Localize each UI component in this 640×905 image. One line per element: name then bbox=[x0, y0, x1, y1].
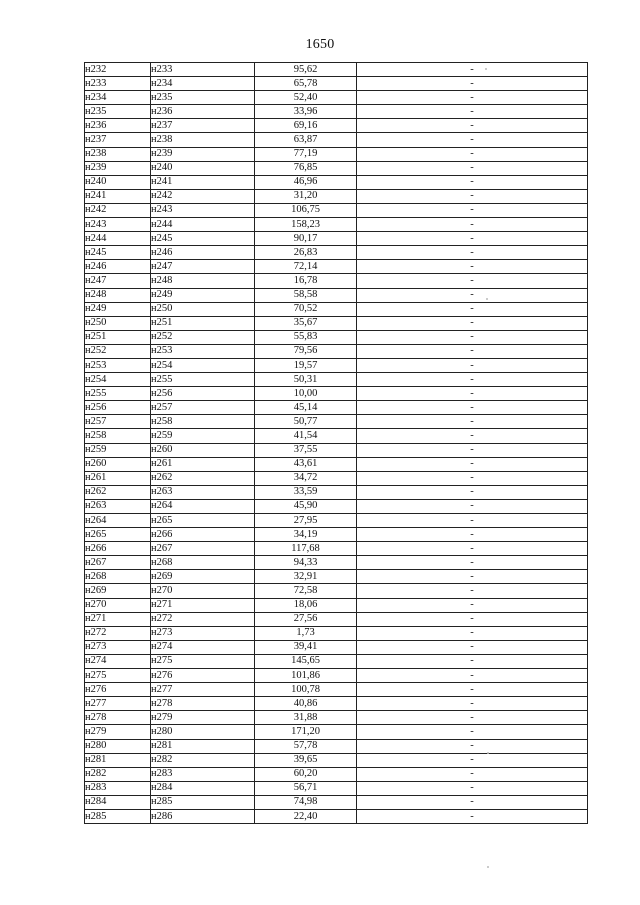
point-to-cell: н256 bbox=[151, 387, 255, 401]
point-to-cell: н233 bbox=[151, 63, 255, 77]
table-row bbox=[85, 711, 588, 725]
point-to-cell: н247 bbox=[151, 260, 255, 274]
point-to-cell: н257 bbox=[151, 401, 255, 415]
point-to-cell: н275 bbox=[151, 654, 255, 668]
point-to-cell: н283 bbox=[151, 767, 255, 781]
length-cell: 37,55 bbox=[255, 443, 357, 457]
length-cell: 72,58 bbox=[255, 584, 357, 598]
point-from-cell: н283 bbox=[85, 781, 151, 795]
note-cell: - bbox=[357, 626, 588, 640]
point-to-cell: н264 bbox=[151, 499, 255, 513]
point-to-cell: н262 bbox=[151, 471, 255, 485]
point-to-cell: н284 bbox=[151, 781, 255, 795]
point-from-cell: н233 bbox=[85, 77, 151, 91]
note-cell: - bbox=[357, 288, 588, 302]
length-cell: 43,61 bbox=[255, 457, 357, 471]
point-from-cell: н266 bbox=[85, 542, 151, 556]
table-row bbox=[85, 288, 588, 302]
point-to-cell: н278 bbox=[151, 697, 255, 711]
point-to-cell: н248 bbox=[151, 274, 255, 288]
length-cell: 145,65 bbox=[255, 654, 357, 668]
point-from-cell: н285 bbox=[85, 809, 151, 823]
length-cell: 77,19 bbox=[255, 147, 357, 161]
point-to-cell: н251 bbox=[151, 316, 255, 330]
point-to-cell: н266 bbox=[151, 528, 255, 542]
point-from-cell: н282 bbox=[85, 767, 151, 781]
length-cell: 34,19 bbox=[255, 528, 357, 542]
table-row bbox=[85, 499, 588, 513]
point-from-cell: н247 bbox=[85, 274, 151, 288]
table-row bbox=[85, 147, 588, 161]
note-cell: - bbox=[357, 809, 588, 823]
point-to-cell: н240 bbox=[151, 161, 255, 175]
note-cell: - bbox=[357, 556, 588, 570]
length-cell: 27,56 bbox=[255, 612, 357, 626]
point-to-cell: н263 bbox=[151, 485, 255, 499]
note-cell: - bbox=[357, 358, 588, 372]
point-to-cell: н260 bbox=[151, 443, 255, 457]
table-row bbox=[85, 274, 588, 288]
length-cell: 39,65 bbox=[255, 753, 357, 767]
boundary-segments-table bbox=[84, 62, 588, 824]
point-to-cell: н238 bbox=[151, 133, 255, 147]
point-from-cell: н269 bbox=[85, 584, 151, 598]
note-cell: - bbox=[357, 485, 588, 499]
point-to-cell: н271 bbox=[151, 598, 255, 612]
length-cell: 56,71 bbox=[255, 781, 357, 795]
length-cell: 33,59 bbox=[255, 485, 357, 499]
length-cell: 33,96 bbox=[255, 105, 357, 119]
point-to-cell: н259 bbox=[151, 429, 255, 443]
table-row bbox=[85, 471, 588, 485]
length-cell: 117,68 bbox=[255, 542, 357, 556]
point-from-cell: н239 bbox=[85, 161, 151, 175]
note-cell: - bbox=[357, 584, 588, 598]
length-cell: 41,54 bbox=[255, 429, 357, 443]
point-from-cell: н252 bbox=[85, 344, 151, 358]
length-cell: 58,58 bbox=[255, 288, 357, 302]
table-row bbox=[85, 753, 588, 767]
point-from-cell: н263 bbox=[85, 499, 151, 513]
point-from-cell: н236 bbox=[85, 119, 151, 133]
point-from-cell: н238 bbox=[85, 147, 151, 161]
point-from-cell: н274 bbox=[85, 654, 151, 668]
table-row bbox=[85, 175, 588, 189]
length-cell: 16,78 bbox=[255, 274, 357, 288]
point-to-cell: н281 bbox=[151, 739, 255, 753]
point-from-cell: н280 bbox=[85, 739, 151, 753]
point-from-cell: н248 bbox=[85, 288, 151, 302]
point-to-cell: н239 bbox=[151, 147, 255, 161]
length-cell: 171,20 bbox=[255, 725, 357, 739]
note-cell: - bbox=[357, 415, 588, 429]
length-cell: 27,95 bbox=[255, 514, 357, 528]
note-cell: - bbox=[357, 725, 588, 739]
note-cell: - bbox=[357, 443, 588, 457]
point-to-cell: н268 bbox=[151, 556, 255, 570]
point-to-cell: н277 bbox=[151, 683, 255, 697]
length-cell: 19,57 bbox=[255, 358, 357, 372]
length-cell: 39,41 bbox=[255, 640, 357, 654]
table-row bbox=[85, 330, 588, 344]
table-row bbox=[85, 528, 588, 542]
point-to-cell: н285 bbox=[151, 795, 255, 809]
point-from-cell: н267 bbox=[85, 556, 151, 570]
point-to-cell: н261 bbox=[151, 457, 255, 471]
table-row bbox=[85, 105, 588, 119]
length-cell: 74,98 bbox=[255, 795, 357, 809]
point-from-cell: н232 bbox=[85, 63, 151, 77]
point-from-cell: н251 bbox=[85, 330, 151, 344]
table-row bbox=[85, 302, 588, 316]
length-cell: 106,75 bbox=[255, 203, 357, 217]
table-row bbox=[85, 218, 588, 232]
note-cell: - bbox=[357, 316, 588, 330]
point-from-cell: н262 bbox=[85, 485, 151, 499]
table-row bbox=[85, 781, 588, 795]
note-cell: - bbox=[357, 260, 588, 274]
note-cell: - bbox=[357, 344, 588, 358]
length-cell: 101,86 bbox=[255, 669, 357, 683]
table-row bbox=[85, 683, 588, 697]
table-row bbox=[85, 119, 588, 133]
table-row bbox=[85, 415, 588, 429]
note-cell: - bbox=[357, 387, 588, 401]
point-from-cell: н250 bbox=[85, 316, 151, 330]
point-from-cell: н234 bbox=[85, 91, 151, 105]
length-cell: 55,83 bbox=[255, 330, 357, 344]
point-to-cell: н252 bbox=[151, 330, 255, 344]
note-cell: - bbox=[357, 612, 588, 626]
table-row bbox=[85, 725, 588, 739]
table-row bbox=[85, 767, 588, 781]
note-cell: - bbox=[357, 457, 588, 471]
point-to-cell: н286 bbox=[151, 809, 255, 823]
point-from-cell: н249 bbox=[85, 302, 151, 316]
table-row bbox=[85, 401, 588, 415]
point-from-cell: н270 bbox=[85, 598, 151, 612]
note-cell: - bbox=[357, 669, 588, 683]
length-cell: 18,06 bbox=[255, 598, 357, 612]
table-row bbox=[85, 203, 588, 217]
note-cell: - bbox=[357, 598, 588, 612]
scan-speck bbox=[485, 68, 487, 70]
note-cell: - bbox=[357, 147, 588, 161]
length-cell: 35,67 bbox=[255, 316, 357, 330]
length-cell: 95,62 bbox=[255, 63, 357, 77]
note-cell: - bbox=[357, 218, 588, 232]
table-row bbox=[85, 63, 588, 77]
table-row bbox=[85, 485, 588, 499]
point-from-cell: н275 bbox=[85, 669, 151, 683]
length-cell: 31,88 bbox=[255, 711, 357, 725]
note-cell: - bbox=[357, 570, 588, 584]
point-to-cell: н246 bbox=[151, 246, 255, 260]
table-row bbox=[85, 598, 588, 612]
note-cell: - bbox=[357, 683, 588, 697]
table-row bbox=[85, 133, 588, 147]
point-to-cell: н235 bbox=[151, 91, 255, 105]
length-cell: 10,00 bbox=[255, 387, 357, 401]
table-row bbox=[85, 584, 588, 598]
point-to-cell: н237 bbox=[151, 119, 255, 133]
length-cell: 45,90 bbox=[255, 499, 357, 513]
point-from-cell: н235 bbox=[85, 105, 151, 119]
length-cell: 90,17 bbox=[255, 232, 357, 246]
length-cell: 26,83 bbox=[255, 246, 357, 260]
length-cell: 69,16 bbox=[255, 119, 357, 133]
scan-speck bbox=[487, 752, 489, 754]
note-cell: - bbox=[357, 63, 588, 77]
note-cell: - bbox=[357, 514, 588, 528]
table-row bbox=[85, 91, 588, 105]
length-cell: 31,20 bbox=[255, 189, 357, 203]
table-row bbox=[85, 260, 588, 274]
point-from-cell: н279 bbox=[85, 725, 151, 739]
note-cell: - bbox=[357, 105, 588, 119]
point-from-cell: н261 bbox=[85, 471, 151, 485]
point-to-cell: н269 bbox=[151, 570, 255, 584]
length-cell: 50,77 bbox=[255, 415, 357, 429]
scan-speck bbox=[487, 866, 489, 868]
point-to-cell: н258 bbox=[151, 415, 255, 429]
point-to-cell: н245 bbox=[151, 232, 255, 246]
length-cell: 1,73 bbox=[255, 626, 357, 640]
table-row bbox=[85, 542, 588, 556]
point-from-cell: н255 bbox=[85, 387, 151, 401]
table-row bbox=[85, 556, 588, 570]
point-from-cell: н271 bbox=[85, 612, 151, 626]
point-from-cell: н265 bbox=[85, 528, 151, 542]
point-from-cell: н241 bbox=[85, 189, 151, 203]
table-row bbox=[85, 316, 588, 330]
length-cell: 76,85 bbox=[255, 161, 357, 175]
table-row bbox=[85, 246, 588, 260]
table-row bbox=[85, 514, 588, 528]
point-from-cell: н277 bbox=[85, 697, 151, 711]
length-cell: 158,23 bbox=[255, 218, 357, 232]
length-cell: 46,96 bbox=[255, 175, 357, 189]
point-from-cell: н237 bbox=[85, 133, 151, 147]
point-to-cell: н244 bbox=[151, 218, 255, 232]
table-row bbox=[85, 161, 588, 175]
length-cell: 57,78 bbox=[255, 739, 357, 753]
length-cell: 32,91 bbox=[255, 570, 357, 584]
point-to-cell: н249 bbox=[151, 288, 255, 302]
note-cell: - bbox=[357, 232, 588, 246]
table-row bbox=[85, 626, 588, 640]
point-from-cell: н272 bbox=[85, 626, 151, 640]
note-cell: - bbox=[357, 373, 588, 387]
note-cell: - bbox=[357, 91, 588, 105]
note-cell: - bbox=[357, 795, 588, 809]
table-row bbox=[85, 344, 588, 358]
point-to-cell: н255 bbox=[151, 373, 255, 387]
point-to-cell: н241 bbox=[151, 175, 255, 189]
point-from-cell: н259 bbox=[85, 443, 151, 457]
point-to-cell: н254 bbox=[151, 358, 255, 372]
point-from-cell: н253 bbox=[85, 358, 151, 372]
note-cell: - bbox=[357, 739, 588, 753]
point-from-cell: н257 bbox=[85, 415, 151, 429]
note-cell: - bbox=[357, 161, 588, 175]
point-from-cell: н254 bbox=[85, 373, 151, 387]
note-cell: - bbox=[357, 697, 588, 711]
point-from-cell: н264 bbox=[85, 514, 151, 528]
table-row bbox=[85, 669, 588, 683]
point-to-cell: н272 bbox=[151, 612, 255, 626]
table-row bbox=[85, 232, 588, 246]
note-cell: - bbox=[357, 767, 588, 781]
note-cell: - bbox=[357, 246, 588, 260]
table-row bbox=[85, 654, 588, 668]
table-row bbox=[85, 77, 588, 91]
point-to-cell: н279 bbox=[151, 711, 255, 725]
length-cell: 40,86 bbox=[255, 697, 357, 711]
length-cell: 79,56 bbox=[255, 344, 357, 358]
length-cell: 70,52 bbox=[255, 302, 357, 316]
table-row bbox=[85, 739, 588, 753]
point-to-cell: н253 bbox=[151, 344, 255, 358]
note-cell: - bbox=[357, 429, 588, 443]
length-cell: 63,87 bbox=[255, 133, 357, 147]
table-row bbox=[85, 697, 588, 711]
note-cell: - bbox=[357, 781, 588, 795]
point-from-cell: н278 bbox=[85, 711, 151, 725]
length-cell: 34,72 bbox=[255, 471, 357, 485]
length-cell: 52,40 bbox=[255, 91, 357, 105]
table-row bbox=[85, 358, 588, 372]
note-cell: - bbox=[357, 640, 588, 654]
length-cell: 72,14 bbox=[255, 260, 357, 274]
note-cell: - bbox=[357, 401, 588, 415]
point-from-cell: н260 bbox=[85, 457, 151, 471]
note-cell: - bbox=[357, 119, 588, 133]
point-from-cell: н246 bbox=[85, 260, 151, 274]
note-cell: - bbox=[357, 203, 588, 217]
note-cell: - bbox=[357, 471, 588, 485]
note-cell: - bbox=[357, 711, 588, 725]
point-to-cell: н250 bbox=[151, 302, 255, 316]
length-cell: 60,20 bbox=[255, 767, 357, 781]
note-cell: - bbox=[357, 189, 588, 203]
note-cell: - bbox=[357, 302, 588, 316]
scan-speck bbox=[486, 298, 488, 300]
note-cell: - bbox=[357, 274, 588, 288]
note-cell: - bbox=[357, 654, 588, 668]
point-from-cell: н273 bbox=[85, 640, 151, 654]
table-row bbox=[85, 795, 588, 809]
length-cell: 94,33 bbox=[255, 556, 357, 570]
point-from-cell: н268 bbox=[85, 570, 151, 584]
note-cell: - bbox=[357, 542, 588, 556]
point-to-cell: н242 bbox=[151, 189, 255, 203]
point-from-cell: н243 bbox=[85, 218, 151, 232]
table-row bbox=[85, 387, 588, 401]
point-to-cell: н276 bbox=[151, 669, 255, 683]
point-from-cell: н245 bbox=[85, 246, 151, 260]
table-body bbox=[85, 63, 588, 824]
point-from-cell: н244 bbox=[85, 232, 151, 246]
point-to-cell: н280 bbox=[151, 725, 255, 739]
note-cell: - bbox=[357, 133, 588, 147]
point-to-cell: н270 bbox=[151, 584, 255, 598]
note-cell: - bbox=[357, 753, 588, 767]
point-to-cell: н273 bbox=[151, 626, 255, 640]
table-row bbox=[85, 457, 588, 471]
length-cell: 65,78 bbox=[255, 77, 357, 91]
table-row bbox=[85, 443, 588, 457]
point-from-cell: н240 bbox=[85, 175, 151, 189]
note-cell: - bbox=[357, 77, 588, 91]
table-row bbox=[85, 189, 588, 203]
point-to-cell: н236 bbox=[151, 105, 255, 119]
point-from-cell: н258 bbox=[85, 429, 151, 443]
note-cell: - bbox=[357, 499, 588, 513]
table-row bbox=[85, 809, 588, 823]
point-to-cell: н234 bbox=[151, 77, 255, 91]
note-cell: - bbox=[357, 175, 588, 189]
point-from-cell: н284 bbox=[85, 795, 151, 809]
point-to-cell: н274 bbox=[151, 640, 255, 654]
point-to-cell: н265 bbox=[151, 514, 255, 528]
table-row bbox=[85, 429, 588, 443]
length-cell: 45,14 bbox=[255, 401, 357, 415]
point-from-cell: н256 bbox=[85, 401, 151, 415]
point-to-cell: н282 bbox=[151, 753, 255, 767]
table-row bbox=[85, 570, 588, 584]
note-cell: - bbox=[357, 330, 588, 344]
page-number: 1650 bbox=[305, 37, 335, 52]
length-cell: 100,78 bbox=[255, 683, 357, 697]
table-row bbox=[85, 612, 588, 626]
table-row bbox=[85, 373, 588, 387]
point-to-cell: н243 bbox=[151, 203, 255, 217]
point-from-cell: н276 bbox=[85, 683, 151, 697]
point-from-cell: н281 bbox=[85, 753, 151, 767]
length-cell: 22,40 bbox=[255, 809, 357, 823]
point-to-cell: н267 bbox=[151, 542, 255, 556]
length-cell: 50,31 bbox=[255, 373, 357, 387]
point-from-cell: н242 bbox=[85, 203, 151, 217]
table-row bbox=[85, 640, 588, 654]
note-cell: - bbox=[357, 528, 588, 542]
